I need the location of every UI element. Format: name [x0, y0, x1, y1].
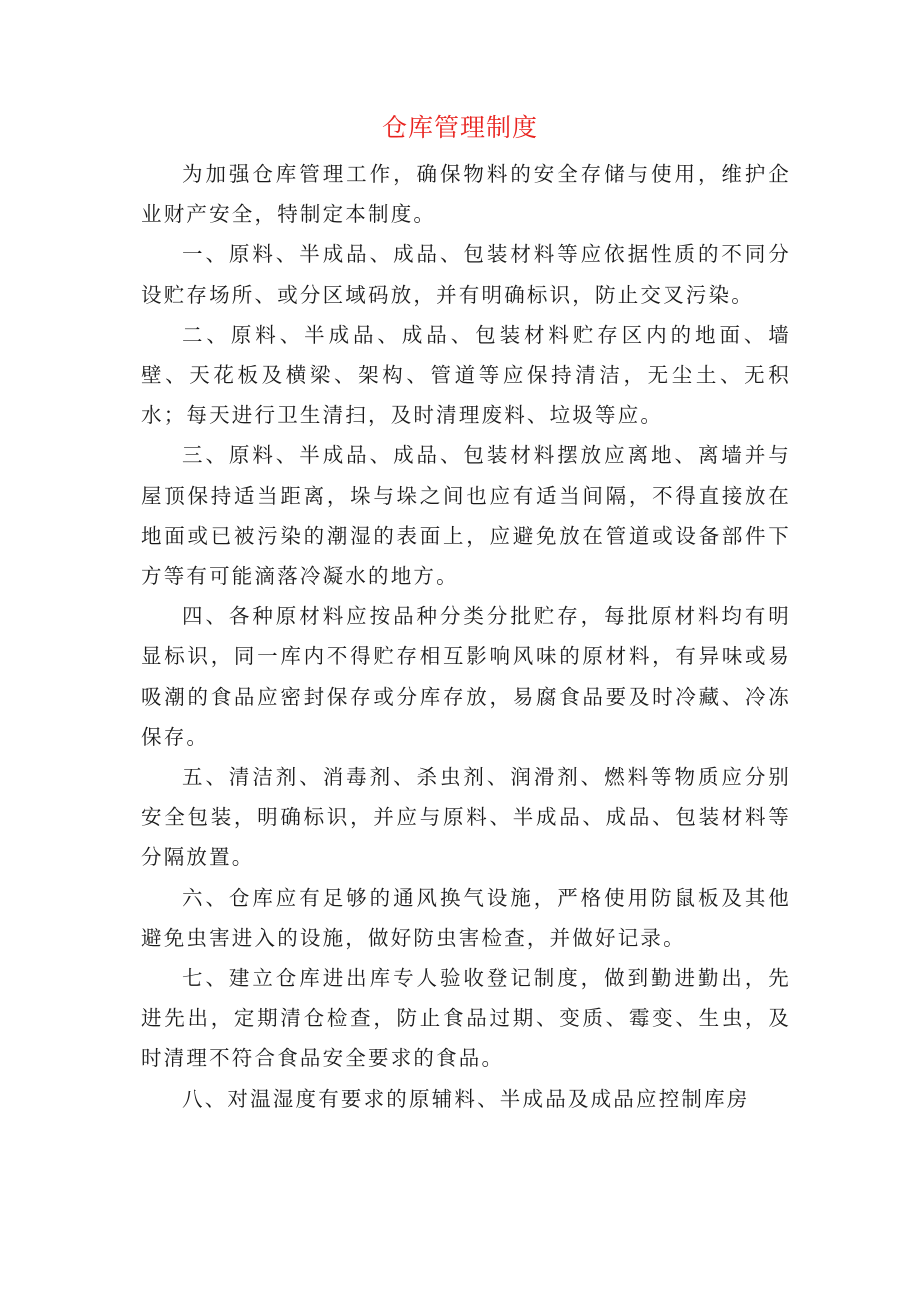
clause-8-paragraph: 八、对温湿度有要求的原辅料、半成品及成品应控制库房 — [182, 1086, 750, 1111]
clause-4-paragraph: 四、各种原材料应按品种分类分批贮存，每批原材料均有明显标识，同一库内不得贮存相互影响风味的原材料，有异味或易吸潮的食品应密封保存或分库存放，易腐食品要及时冷藏、冷冻保存。 — [141, 604, 791, 749]
document-title: 仓库管理制度 — [381, 113, 538, 142]
document-body — [141, 154, 791, 1119]
clause-7-paragraph: 七、建立仓库进出库专人验收登记制度，做到勤进勤出，先进先出，定期清仓检查，防止食品过期、变质、霉变、生虫，及时清理不符合食品安全要求的食品。 — [141, 966, 791, 1071]
clause-3-paragraph: 三、原料、半成品、成品、包装材料摆放应离地、离墙并与屋顶保持适当距离，垛与垛之间也应有适当间隔，不得直接放在地面或已被污染的潮湿的表面上，应避免放在管道或设备部件下方等有可能滴落冷凝水的地方。 — [141, 443, 791, 589]
clause-6-paragraph: 六、仓库应有足够的通风换气设施，严格使用防鼠板及其他避免虫害进入的设施，做好防虫害检查，并做好记录。 — [141, 885, 791, 950]
clause-5-paragraph: 五、清洁剂、消毒剂、杀虫剂、润滑剂、燃料等物质应分别安全包装，明确标识，并应与原料、半成品、成品、包装材料等分隔放置。 — [141, 765, 791, 870]
clause-2-paragraph: 二、原料、半成品、成品、包装材料贮存区内的地面、墙壁、天花板及横梁、架构、管道等应保持清洁，无尘土、无积水；每天进行卫生清扫，及时清理废料、垃圾等应。 — [141, 322, 791, 428]
clause-1-paragraph: 一、原料、半成品、成品、包装材料等应依据性质的不同分设贮存场所、或分区域码放，并有明确标识，防止交叉污染。 — [141, 242, 791, 307]
intro-paragraph: 为加强仓库管理工作，确保物料的安全存储与使用，维护企业财产安全，特制定本制度。 — [141, 162, 791, 227]
